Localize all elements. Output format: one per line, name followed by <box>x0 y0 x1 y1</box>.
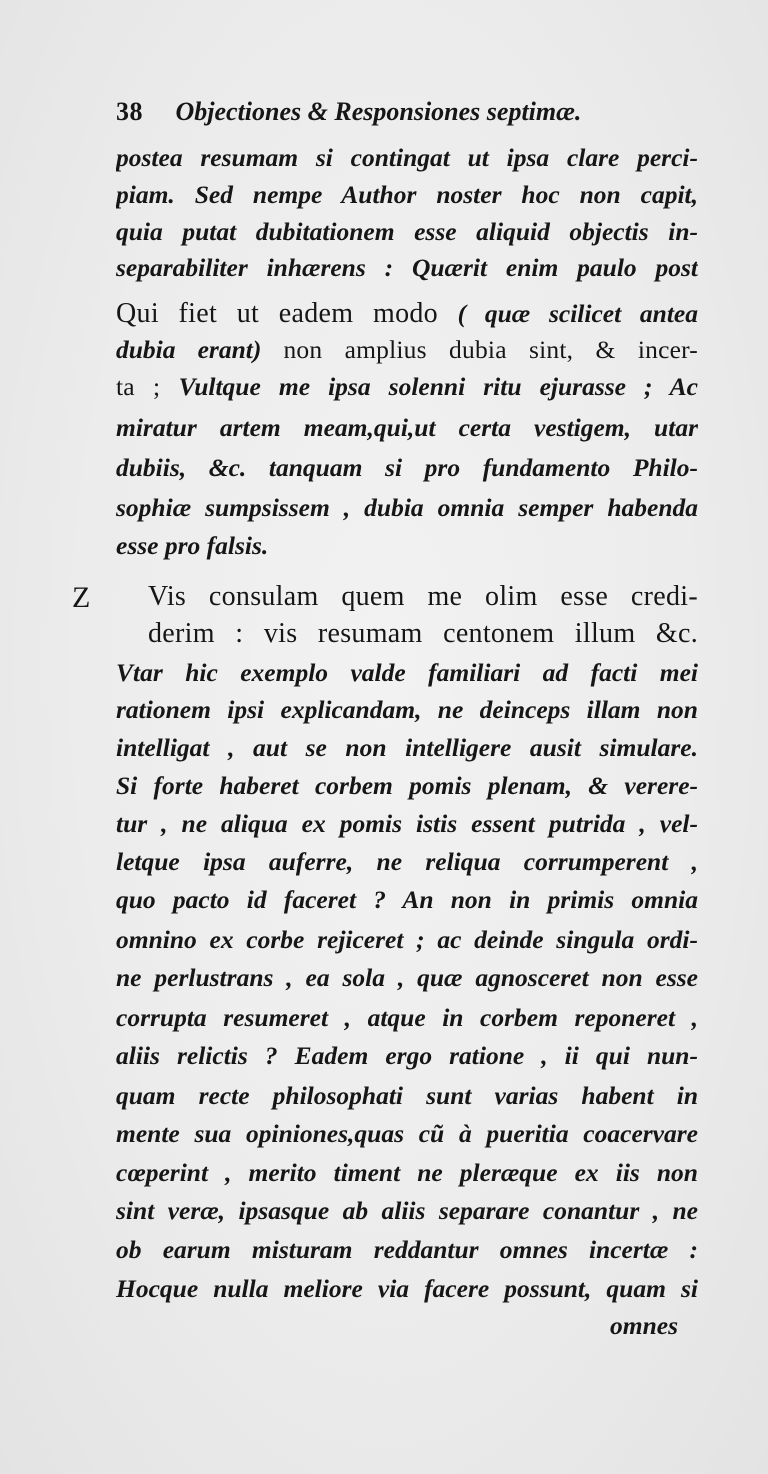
text-segment: separabiliter inhærens : Quærit enim paulo post <box>116 253 698 282</box>
text-line <box>116 1038 698 1074</box>
text-segment: quam recte philosophati sunt varias habent in <box>116 1081 698 1110</box>
text-segment: derim : vis resumam centonem illum &c. <box>148 618 698 649</box>
section-marker: Z <box>72 581 91 614</box>
text-line <box>116 960 698 996</box>
text-line <box>116 490 698 526</box>
text-segment: sint veræ, ipsasque ab aliis separare conantur , ne <box>116 1196 698 1225</box>
text-line <box>116 655 698 691</box>
text-segment: mente sua opiniones,quas cũ à pueritia coacervare <box>116 1119 698 1148</box>
text-segment: piam. Sed nempe Author noster hoc non capit, <box>116 180 698 209</box>
text-line <box>116 1155 698 1191</box>
text-line <box>116 332 698 368</box>
text-segment: miratur artem meam,qui,ut certa vestigem, utar <box>116 413 698 442</box>
text-line <box>116 1232 698 1268</box>
text-line <box>116 214 698 250</box>
text-segment: letque ipsa auferre, ne reliqua corrumperent , <box>116 847 698 876</box>
text-segment: Vtar hic exemplo valde familiari ad facti mei <box>116 658 698 687</box>
text-segment: Qui fiet ut eadem modo <box>116 298 458 329</box>
text-line <box>116 882 698 918</box>
text-line <box>116 450 698 486</box>
text-line <box>116 1116 698 1152</box>
text-segment: cœperint , merito timent ne pleræque ex iis non <box>116 1158 698 1187</box>
text-line <box>116 528 698 564</box>
page-header <box>116 92 676 132</box>
running-title: Objectiones & Responsiones septimæ. <box>175 97 582 126</box>
text-segment: omnino ex corbe rejiceret ; ac deinde singula ordi- <box>116 925 698 954</box>
page-number: 38 <box>116 97 143 126</box>
text-segment: Hocque nulla meliore via facere possunt, quam si <box>116 1274 698 1303</box>
text-line <box>116 1000 698 1036</box>
text-line <box>148 616 698 652</box>
text-segment: Si forte haberet corbem pomis plenam, & verere- <box>116 771 698 800</box>
text-line <box>116 1271 698 1307</box>
text-line <box>116 140 698 176</box>
text-segment: esse pro falsis. <box>116 531 269 560</box>
text-line <box>116 1193 698 1229</box>
text-line <box>116 844 698 880</box>
text-line <box>116 922 698 958</box>
text-segment: rationem ipsi explicandam, ne deinceps illam non <box>116 695 698 724</box>
text-line <box>116 369 698 405</box>
text-line <box>116 692 698 728</box>
text-line <box>116 250 698 286</box>
text-segment: dubia erant) <box>116 335 284 364</box>
text-line <box>116 296 698 332</box>
text-line <box>116 1078 698 1114</box>
text-line <box>116 768 698 804</box>
text-line <box>116 177 698 213</box>
text-line <box>116 730 698 766</box>
text-segment: quia putat dubitationem esse aliquid objectis in- <box>116 217 698 246</box>
text-line <box>116 806 698 842</box>
text-line <box>148 579 698 615</box>
text-segment: intelligat , aut se non intelligere ausit simulare. <box>116 733 698 762</box>
text-segment: ne perlustrans , ea sola , quæ agnosceret non esse <box>116 963 698 992</box>
text-segment: ta ; <box>116 372 179 401</box>
text-segment: Vultque me ipsa solenni ritu ejurasse ; Ac <box>178 372 698 401</box>
text-segment: non amplius dubia sint, & incer- <box>283 335 698 364</box>
text-segment: ( quæ scilicet antea <box>457 299 698 328</box>
text-segment: corrupta resumeret , atque in corbem reponeret , <box>116 1003 698 1032</box>
text-segment: dubiis, &c. tanquam si pro fundamento Philo- <box>116 453 698 482</box>
text-segment: Vis consulam quem me olim esse credi- <box>148 581 698 612</box>
text-segment: postea resumam si contingat ut ipsa clare perci- <box>116 143 698 172</box>
text-segment: quo pacto id faceret ? An non in primis omnia <box>116 885 698 914</box>
text-line <box>116 410 698 446</box>
text-segment: ob earum misturam reddantur omnes incertæ : <box>116 1235 698 1264</box>
catchword: omnes <box>610 1311 679 1340</box>
text-segment: aliis relictis ? Eadem ergo ratione , ii qui nun- <box>116 1041 698 1070</box>
text-segment: sophiæ sumpsissem , dubia omnia semper habenda <box>116 493 698 522</box>
text-segment: tur , ne aliqua ex pomis istis essent putrida , vel- <box>116 809 698 838</box>
